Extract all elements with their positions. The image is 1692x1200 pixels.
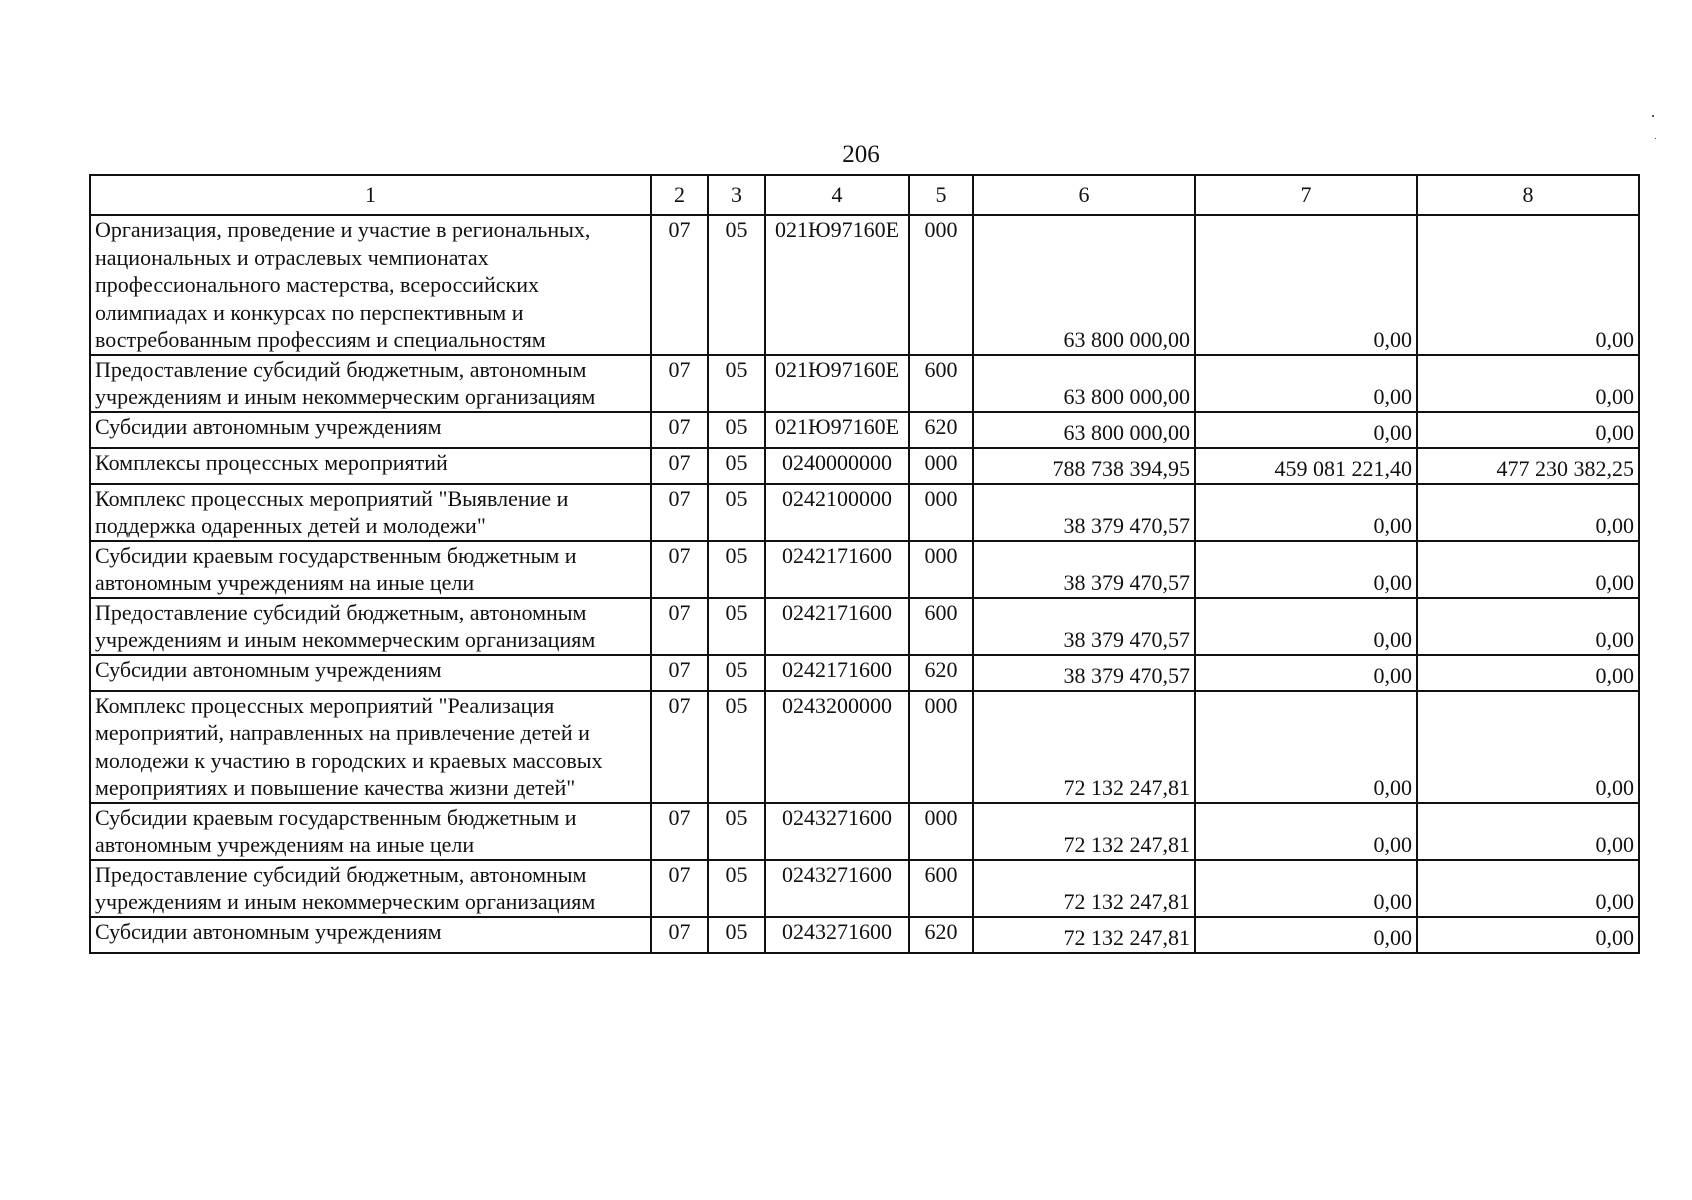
amount-col8-cell: 0,00 [1417, 655, 1639, 691]
subsection-code-cell: 05 [708, 448, 765, 484]
table-row [90, 917, 1639, 953]
expense-type-cell: 000 [909, 691, 973, 803]
amount-col8-cell: 0,00 [1417, 355, 1639, 412]
subsection-code-cell: 05 [708, 655, 765, 691]
amount-col7-cell: 0,00 [1195, 484, 1417, 541]
amount-col7-cell: 0,00 [1195, 691, 1417, 803]
row-name-cell: Субсидии краевым государственным бюджетным и автономным учреждениям на иные цели [90, 803, 651, 860]
amount-col7-cell: 0,00 [1195, 215, 1417, 355]
table-row [90, 541, 1639, 598]
amount-col8-cell: 0,00 [1417, 484, 1639, 541]
subsection-code-cell: 05 [708, 412, 765, 448]
subsection-code-cell: 05 [708, 598, 765, 655]
row-name-cell: Предоставление субсидий бюджетным, автономным учреждениям и иным некоммерческим организациям [90, 355, 651, 412]
target-article-cell: 0242171600 [765, 541, 909, 598]
amount-col6-cell: 38 379 470,57 [973, 541, 1195, 598]
section-code-cell: 07 [651, 655, 708, 691]
section-code-cell: 07 [651, 448, 708, 484]
row-name-cell: Предоставление субсидий бюджетным, автономным учреждениям и иным некоммерческим организациям [90, 860, 651, 917]
target-article-cell: 0243271600 [765, 803, 909, 860]
subsection-code-cell: 05 [708, 355, 765, 412]
table-row [90, 484, 1639, 541]
section-code-cell: 07 [651, 803, 708, 860]
section-code-cell: 07 [651, 541, 708, 598]
amount-col8-cell: 0,00 [1417, 860, 1639, 917]
amount-col6-cell: 72 132 247,81 [973, 803, 1195, 860]
amount-col6-cell: 72 132 247,81 [973, 917, 1195, 953]
target-article-cell: 0243271600 [765, 917, 909, 953]
subsection-code-cell: 05 [708, 691, 765, 803]
header-cell: 7 [1195, 175, 1417, 215]
subsection-code-cell: 05 [708, 541, 765, 598]
amount-col6-cell: 63 800 000,00 [973, 215, 1195, 355]
expense-type-cell: 600 [909, 860, 973, 917]
row-name-cell: Субсидии автономным учреждениям [90, 412, 651, 448]
section-code-cell: 07 [651, 412, 708, 448]
header-row [90, 175, 1639, 215]
amount-col7-cell: 0,00 [1195, 803, 1417, 860]
amount-col8-cell: 477 230 382,25 [1417, 448, 1639, 484]
amount-col7-cell: 0,00 [1195, 541, 1417, 598]
section-code-cell: 07 [651, 691, 708, 803]
expense-type-cell: 600 [909, 355, 973, 412]
table-row [90, 412, 1639, 448]
target-article-cell: 0242171600 [765, 598, 909, 655]
amount-col7-cell: 459 081 221,40 [1195, 448, 1417, 484]
target-article-cell: 0240000000 [765, 448, 909, 484]
table-row [90, 215, 1639, 355]
header-cell: 4 [765, 175, 909, 215]
expense-type-cell: 600 [909, 598, 973, 655]
page-number: 206 [842, 141, 880, 168]
table-row [90, 860, 1639, 917]
header-cell: 6 [973, 175, 1195, 215]
header-cell: 8 [1417, 175, 1639, 215]
expense-type-cell: 620 [909, 917, 973, 953]
section-code-cell: 07 [651, 860, 708, 917]
amount-col7-cell: 0,00 [1195, 860, 1417, 917]
expense-type-cell: 620 [909, 412, 973, 448]
budget-table [89, 174, 1640, 954]
table-row [90, 598, 1639, 655]
target-article-cell: 0242100000 [765, 484, 909, 541]
amount-col6-cell: 63 800 000,00 [973, 412, 1195, 448]
subsection-code-cell: 05 [708, 484, 765, 541]
row-name-cell: Предоставление субсидий бюджетным, автономным учреждениям и иным некоммерческим организациям [90, 598, 651, 655]
amount-col7-cell: 0,00 [1195, 598, 1417, 655]
amount-col6-cell: 788 738 394,95 [973, 448, 1195, 484]
expense-type-cell: 000 [909, 803, 973, 860]
amount-col6-cell: 38 379 470,57 [973, 655, 1195, 691]
table-row [90, 691, 1639, 803]
amount-col6-cell: 38 379 470,57 [973, 484, 1195, 541]
amount-col8-cell: 0,00 [1417, 541, 1639, 598]
row-name-cell: Субсидии автономным учреждениям [90, 917, 651, 953]
target-article-cell: 021Ю97160Е [765, 412, 909, 448]
amount-col8-cell: 0,00 [1417, 412, 1639, 448]
target-article-cell: 0242171600 [765, 655, 909, 691]
section-code-cell: 07 [651, 215, 708, 355]
header-cell: 1 [90, 175, 651, 215]
expense-type-cell: 000 [909, 541, 973, 598]
row-name-cell: Комплексы процессных мероприятий [90, 448, 651, 484]
scan-speck [1652, 115, 1654, 117]
section-code-cell: 07 [651, 484, 708, 541]
subsection-code-cell: 05 [708, 917, 765, 953]
table-row [90, 655, 1639, 691]
row-name-cell: Субсидии краевым государственным бюджетным и автономным учреждениям на иные цели [90, 541, 651, 598]
header-cell: 2 [651, 175, 708, 215]
row-name-cell: Субсидии автономным учреждениям [90, 655, 651, 691]
table-body [90, 215, 1639, 953]
target-article-cell: 021Ю97160Е [765, 215, 909, 355]
table-row [90, 803, 1639, 860]
amount-col6-cell: 38 379 470,57 [973, 598, 1195, 655]
table-row [90, 355, 1639, 412]
header-cell: 5 [909, 175, 973, 215]
amount-col6-cell: 72 132 247,81 [973, 691, 1195, 803]
target-article-cell: 021Ю97160Е [765, 355, 909, 412]
section-code-cell: 07 [651, 598, 708, 655]
amount-col8-cell: 0,00 [1417, 598, 1639, 655]
section-code-cell: 07 [651, 917, 708, 953]
target-article-cell: 0243271600 [765, 860, 909, 917]
amount-col7-cell: 0,00 [1195, 355, 1417, 412]
amount-col8-cell: 0,00 [1417, 917, 1639, 953]
row-name-cell: Комплекс процессных мероприятий "Реализация мероприятий, направленных на привлечение детей и молодежи к участию в городских и краевых массовых мероприятиях и повышение качества жизни детей" [90, 691, 651, 803]
table-row [90, 448, 1639, 484]
expense-type-cell: 000 [909, 484, 973, 541]
subsection-code-cell: 05 [708, 215, 765, 355]
amount-col7-cell: 0,00 [1195, 412, 1417, 448]
row-name-cell: Комплекс процессных мероприятий "Выявление и поддержка одаренных детей и молодежи" [90, 484, 651, 541]
expense-type-cell: 000 [909, 215, 973, 355]
row-name-cell: Организация, проведение и участие в региональных, национальных и отраслевых чемпионатах профессионального мастерства, всероссийских олимпиадах и конкурсах по перспективным и востребованным профессиям и специальностям [90, 215, 651, 355]
expense-type-cell: 620 [909, 655, 973, 691]
amount-col7-cell: 0,00 [1195, 655, 1417, 691]
amount-col8-cell: 0,00 [1417, 803, 1639, 860]
target-article-cell: 0243200000 [765, 691, 909, 803]
subsection-code-cell: 05 [708, 860, 765, 917]
amount-col8-cell: 0,00 [1417, 215, 1639, 355]
header-cell: 3 [708, 175, 765, 215]
amount-col8-cell: 0,00 [1417, 691, 1639, 803]
amount-col6-cell: 72 132 247,81 [973, 860, 1195, 917]
scan-speck [1655, 138, 1656, 139]
subsection-code-cell: 05 [708, 803, 765, 860]
section-code-cell: 07 [651, 355, 708, 412]
amount-col7-cell: 0,00 [1195, 917, 1417, 953]
expense-type-cell: 000 [909, 448, 973, 484]
amount-col6-cell: 63 800 000,00 [973, 355, 1195, 412]
